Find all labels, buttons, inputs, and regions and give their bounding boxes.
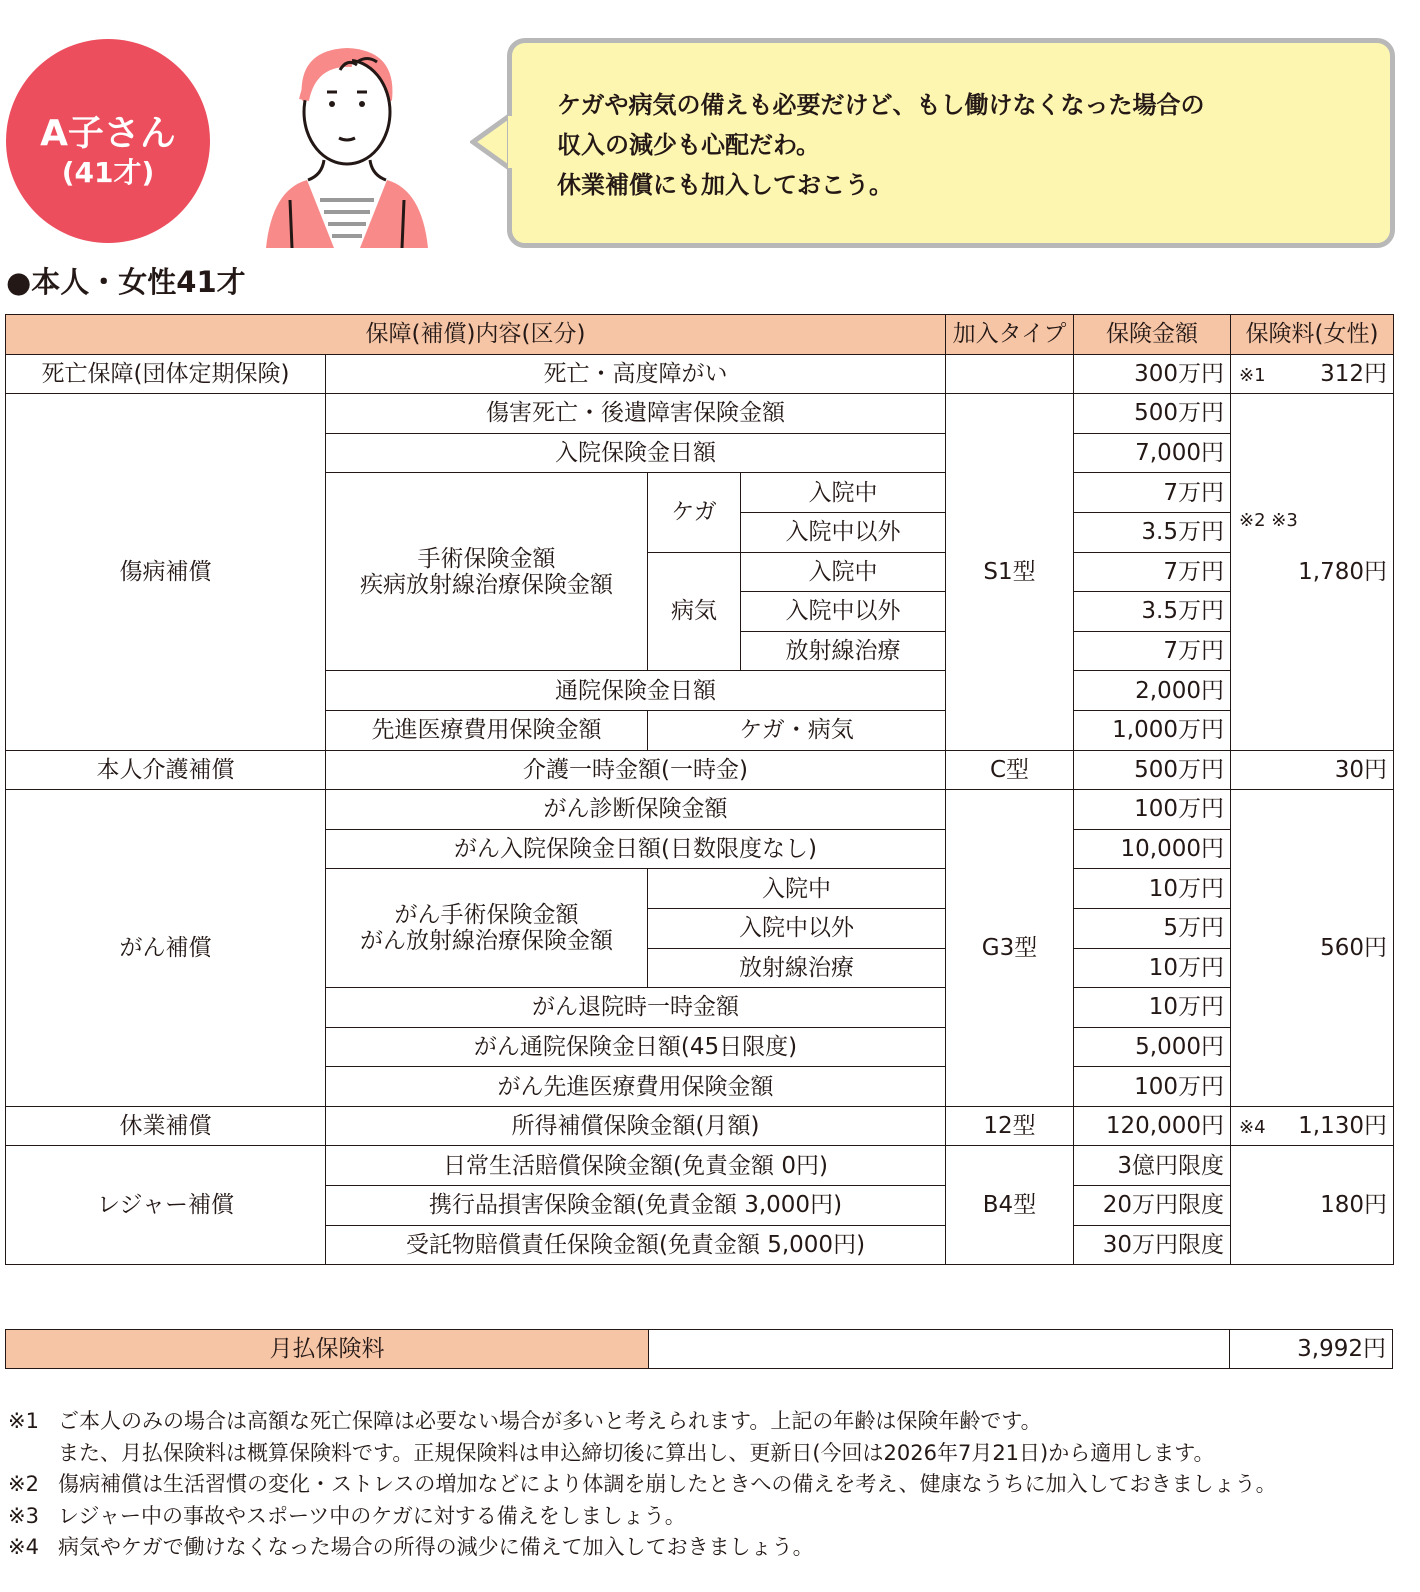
amount: 7,000円 [1074,433,1231,473]
category: がん補償 [6,790,326,1107]
item-line: がん手術保険金額 [394,902,579,929]
footnote-text: ご本人のみの場合は高額な死亡保障は必要ない場合が多いと考えられます。上記の年齢は保険年齢です。 [58,1409,1042,1433]
amount: 5,000円 [1074,1027,1231,1067]
premium: 560円 [1231,790,1394,1107]
sub-category: ケガ [648,473,741,552]
coverage-table [5,314,1394,1265]
footnote-mark: ※2 [8,1472,39,1496]
note-mark: ※2 ※3 [1239,510,1298,532]
amount: 10,000円 [1074,829,1231,869]
table-row [6,790,1394,830]
table-row [6,394,1394,434]
amount: 10万円 [1074,988,1231,1028]
amount: 20万円限度 [1074,1186,1231,1226]
amount: 120,000円 [1074,1106,1231,1146]
sub-item: 入院中 [741,473,946,513]
amount: 500万円 [1074,750,1231,790]
amount: 7万円 [1074,631,1231,671]
footnote [8,1532,1277,1564]
sub-item: ケガ・病気 [648,710,946,750]
sub-item: 放射線治療 [648,948,946,988]
type: C型 [946,750,1074,790]
footnote-text: 傷病補償は生活習慣の変化・ストレスの増加などにより体調を崩したときへの備えを考え、健康なうちに加入しておきましょう。 [58,1472,1277,1496]
premium [1231,394,1394,750]
item: 日常生活賠償保険金額(免責金額 0円) [326,1146,946,1186]
premium: 30円 [1231,750,1394,790]
footnote [8,1501,1277,1533]
premium-value: 1,130円 [1298,1113,1387,1140]
category: 本人介護補償 [6,750,326,790]
item: 先進医療費用保険金額 [326,710,648,750]
table-row [6,1106,1394,1146]
amount: 5万円 [1074,908,1231,948]
footnote [8,1438,1277,1470]
header-premium: 保険料(女性) [1231,315,1394,355]
footnote-mark: ※1 [8,1409,39,1433]
footnote [8,1469,1277,1501]
item: 所得補償保険金額(月額) [326,1106,946,1146]
monthly-premium-label: 月払保険料 [6,1330,649,1368]
premium: 180円 [1231,1146,1394,1265]
note-mark: ※1 [1239,364,1266,386]
table-row [6,750,1394,790]
footnote-text: レジャー中の事故やスポーツ中のケガに対する備えをしましょう。 [58,1503,686,1528]
note-mark: ※4 [1239,1116,1266,1138]
table-row [6,354,1394,394]
sub-item: 入院中 [741,552,946,592]
sub-item: 入院中以外 [648,908,946,948]
footnotes [8,1406,1277,1564]
item: 通院保険金日額 [326,671,946,711]
amount: 7万円 [1074,473,1231,513]
amount: 1,000万円 [1074,710,1231,750]
sub-item: 入院中以外 [741,592,946,632]
profile-age: (41才) [61,156,155,189]
item-line: がん放射線治療保険金額 [360,928,613,955]
header-coverage: 保障(補償)内容(区分) [6,315,946,355]
item [326,869,648,988]
speech-line: ケガや病気の備えも必要だけど、もし働けなくなった場合の [557,91,1205,119]
amount: 100万円 [1074,790,1231,830]
premium [1231,354,1394,394]
item: がん入院保険金日額(日数限度なし) [326,829,946,869]
footnote-mark: ※3 [8,1503,39,1528]
item: がん診断保険金額 [326,790,946,830]
amount: 7万円 [1074,552,1231,592]
speech-bubble [507,38,1395,248]
category: 傷病補償 [6,394,326,750]
header-type: 加入タイプ [946,315,1074,355]
item: がん退院時一時金額 [326,988,946,1028]
table-row [6,1146,1394,1186]
profile-name: A子さん [40,113,176,154]
item: がん通院保険金日額(45日限度) [326,1027,946,1067]
amount: 10万円 [1074,948,1231,988]
item: 受託物賠償責任保険金額(免責金額 5,000円) [326,1225,946,1265]
speech-line: 休業補償にも加入しておこう。 [557,171,893,199]
premium-value: 1,780円 [1298,558,1387,585]
amount: 3.5万円 [1074,512,1231,552]
amount: 10万円 [1074,869,1231,909]
premium-value: 312円 [1320,360,1387,387]
item: 入院保険金日額 [326,433,946,473]
sub-item: 入院中 [648,869,946,909]
item: 死亡・高度障がい [326,354,946,394]
amount: 100万円 [1074,1067,1231,1107]
footnote-text: 病気やケガで働けなくなった場合の所得の減少に備えて加入しておきましょう。 [58,1535,814,1559]
item-line: 疾病放射線治療保険金額 [360,571,613,598]
category: 休業補償 [6,1106,326,1146]
sub-item: 放射線治療 [741,631,946,671]
item [326,473,648,671]
type [946,354,1074,394]
footnote [8,1406,1277,1438]
amount: 300万円 [1074,354,1231,394]
item: がん先進医療費用保険金額 [326,1067,946,1107]
sub-item: 入院中以外 [741,512,946,552]
monthly-premium-value: 3,992円 [1229,1330,1392,1368]
type: 12型 [946,1106,1074,1146]
item: 介護一時金額(一時金) [326,750,946,790]
footnote-mark: ※4 [8,1535,39,1559]
amount: 30万円限度 [1074,1225,1231,1265]
type: G3型 [946,790,1074,1107]
type: S1型 [946,394,1074,750]
item: 携行品損害保険金額(免責金額 3,000円) [326,1186,946,1226]
woman-illustration [262,40,432,250]
category: レジャー補償 [6,1146,326,1265]
amount: 3.5万円 [1074,592,1231,632]
category: 死亡保障(団体定期保険) [6,354,326,394]
speech-line: 収入の減少も心配だわ。 [557,131,821,159]
monthly-premium-row [5,1329,1393,1369]
premium [1231,1106,1394,1146]
section-title: ●本人・女性41才 [6,265,246,299]
footnote-text: また、月払保険料は概算保険料です。正規保険料は申込締切後に算出し、更新日(今回は2026年7月21日)から適用します。 [58,1440,1215,1465]
amount: 500万円 [1074,394,1231,434]
sub-category: 病気 [648,552,741,671]
table-header-row [6,315,1394,355]
amount: 2,000円 [1074,671,1231,711]
type: B4型 [946,1146,1074,1265]
profile-badge [6,39,210,243]
item-line: 手術保険金額 [417,545,556,572]
item: 傷害死亡・後遺障害保険金額 [326,394,946,434]
amount: 3億円限度 [1074,1146,1231,1186]
header-amount: 保険金額 [1074,315,1231,355]
